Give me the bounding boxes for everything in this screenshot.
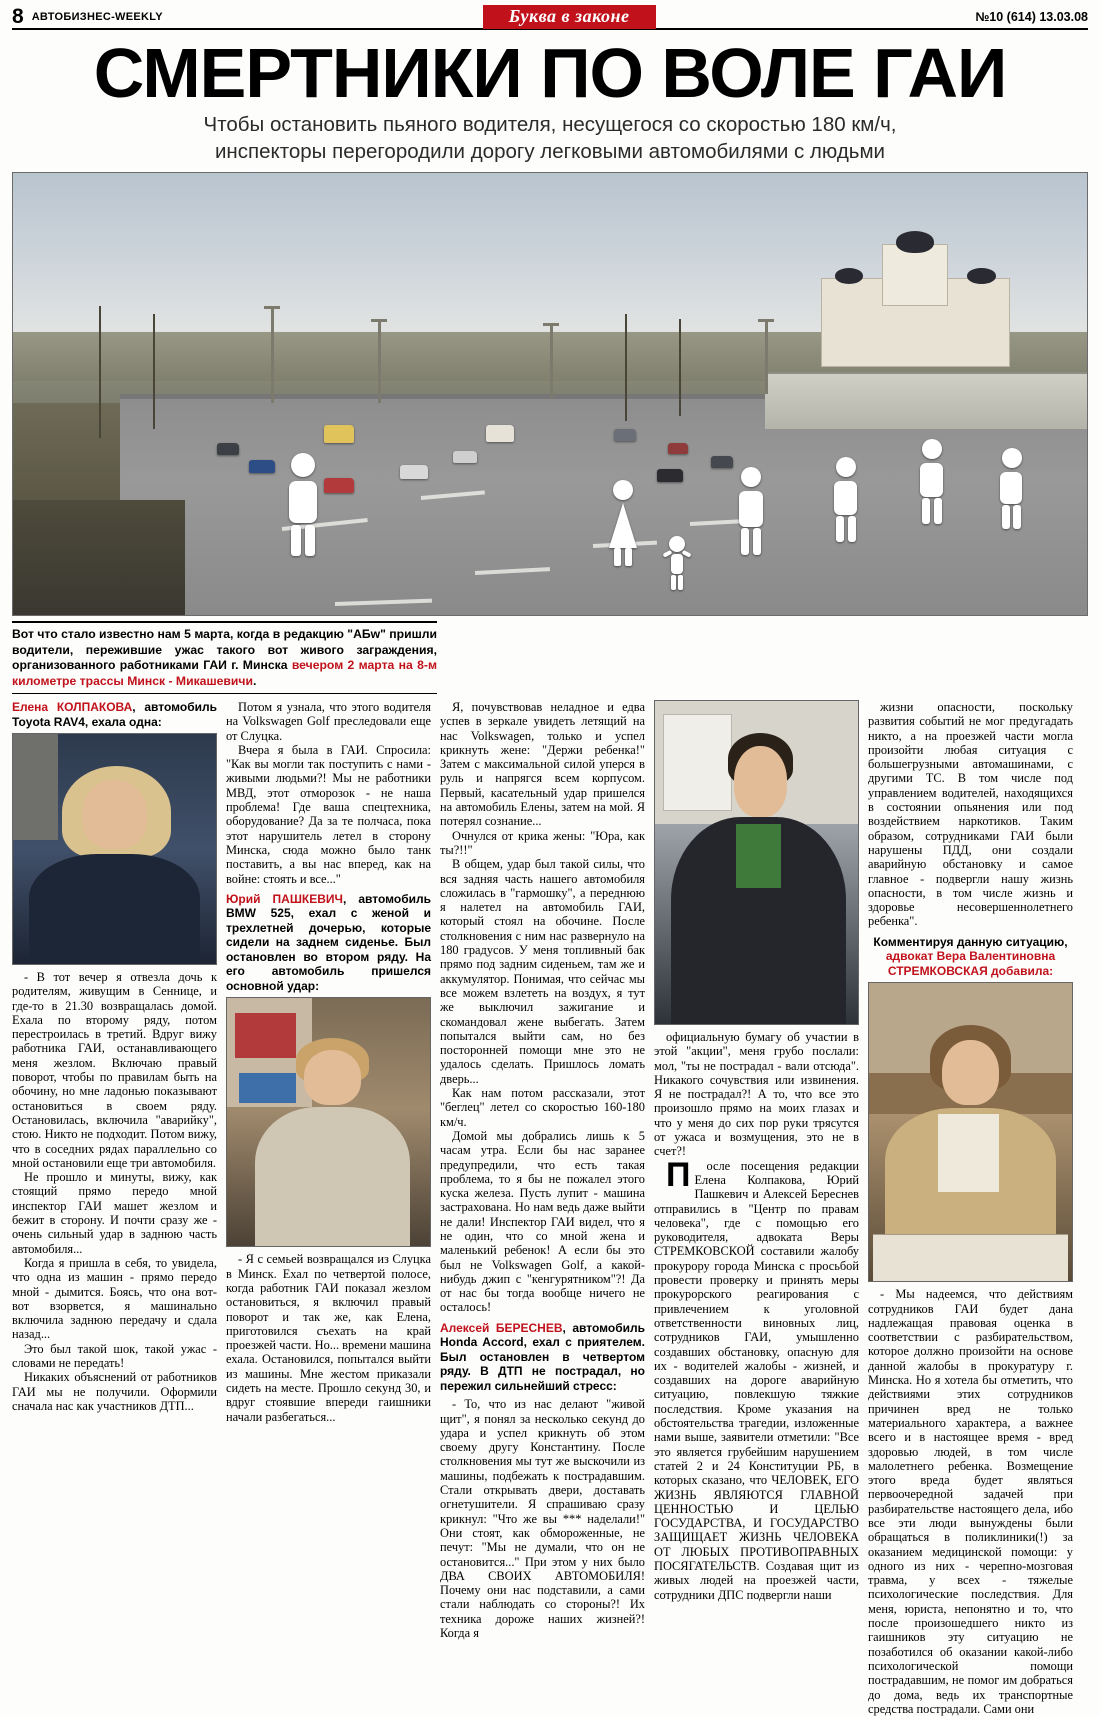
car [711,456,733,468]
column-3 [440,700,645,1641]
tree [99,306,101,439]
lede-part-1: Вот что стало известно нам 5 марта, когда в редакцию "АБw" пришли водители, пережившие ужас такого вот живого заграждения, организованного работниками ГАИ г. Минска [12,627,437,672]
byline-name: Алексей БЕРЕСНЕВ [440,1320,563,1335]
pictogram-adult [733,465,769,555]
photo-elena-kolpakova [12,733,217,965]
column-1 [12,700,217,1413]
lede-highlight: вечером 2 марта на 8-м километре трассы Минск - Микашевичи [12,658,437,688]
car [657,469,683,482]
col1-p1: - В тот вечер я отвезла дочь к родителям, живущим в Сеннице, и где-то в 21.30 возвращалась домой. Ехала по второму ряду, потом перестроилась в третий. Вдруг вижу работника ГАИ, останавливающего меня жезлом. Включаю правый поворот, чтобы по правилам быть на обочину, но мне ладонью показывают остановиться в своем ряду. Остановилась, включила "аварийку", стою. Никто не подходит. Потом вижу, что в соседних рядах параллельно со мной остановили еще три автомобиля. [12,970,217,1170]
lede-paragraph [12,621,437,694]
photo-vera-stremkovskaya [868,982,1073,1282]
col5-p1: жизни опасности, поскольку развития событий не мог предугадать никто, а на проезжей части могла произойти любая ситуация с большегрузными автомашинами, с другими ТС. В том числе под управлением водителей, находящихся в состоянии опьянения или под воздействием наркотиков. Таким образом, сотрудниками ГАИ были нарушены ПДД, они создали аварийную обстановку и самое главное - подвергли нашу жизнь опасности, в том числе жизнь и здоровье несовершеннолетнего ребенка". [868,700,1073,929]
concrete-fence [765,372,1087,429]
byline-detail: , автомобиль Honda Accord, ехал с приятелем. Был остановлен в четвертом ряду. В ДТП не пострадал, но пережил сильнейший стресс: [440,1320,645,1393]
col3-p6: - То, что из нас делают "живой щит", я понял за несколько секунд до удара и успел крикнуть об этом своему другу Константину. После столкновения мы тут же выскочили из машины, подбежать к пострадавшим. Стали открывать двери, доставать огнетушители. Я спрашиваю сразу крикнул: "Что же вы *** наделали!" Они стоят, как обмороженные, не печут: "Мы не думали, что он не остановится..." При этом у них было ДВА СВОИХ АВТОМОБИЛЯ! Почему они нас подставили, а сами стали наблюдать со стороны?! Их техника дороже наших жизней?! Когда я [440,1397,645,1641]
subhead-line-1: Чтобы остановить пьяного водителя, несущегося со скоростью 180 км/ч, [203,113,897,136]
tree [625,314,627,420]
column-4 [654,700,859,1602]
car [668,443,688,454]
car [400,465,428,479]
tree [679,319,681,416]
publication-name: АВТОБИЗНЕС-WEEKLY [31,11,163,23]
col4-p2-text: осле посещения редакции Елена Колпакова, Юрий Пашкевич и Алексей Береснев отправились в "Центр по правам человека", где с помощью его руководителя, адвоката Веры СТРЕМКОВСКОЙ составили жалобу прокурору города Минска с просьбой провести проверку и принять меры прокурорского реагирования с привлечением к уголовной ответственности виновных лиц, сотрудников ГАИ, умышленно создавших обстановку, опасную для их - водителей жалобы - жизней, и создавших на дороге аварийную ситуацию, повлекшую тяжкие последствия. Кроме указания на обстоятельства трагедии, изложенные нами выше, заявители отметили: "Все это является грубейшим нарушением статей 2 и 24 Конституции РБ, в которых сказано, что ЧЕЛОВЕК, ЕГО ЖИЗНЬ ЯВЛЯЮТСЯ ГЛАВНОЙ ЦЕННОСТЬЮ И ЦЕЛЬЮ ГОСУДАРСТВА, И ГОСУДАРСТВО ЗАЩИЩАЕТ ЖИЗНЬ ЧЕЛОВЕКА ОТ ЛЮБЫХ ПРОТИВОПРАВНЫХ ПОСЯГАТЕЛЬСТВ. Создавая щит из живых людей на проезжей части, сотрудники ДПС подвергли наши [654,1158,859,1602]
col2-p2: Вчера я была в ГАИ. Спросила: "Как вы могли так поступить с нами - живыми людьми?! Мы не работники МВД, этот отморозок - не наша проблема! Где ваша спецтехника, оборудование? Да за те полчаса, пока этот нарушитель летел в сторону Минска, сюда можно было танк поставить, а вы нас вперед, как на войне: стоять и все..." [226,742,431,886]
lamp-post-icon [378,319,381,403]
column-5 [868,700,1073,1716]
byline-name: Елена КОЛПАКОВА [12,700,133,714]
church-building [797,213,1033,368]
byline-detail: , автомобиль Toyota RAV4, ехала одна: [12,700,217,729]
byline-intro: Комментируя данную ситуацию, [873,934,1068,949]
col3-p5: Домой мы добрались лишь к 5 часам утра. Если бы нас заранее предупредили, что есть такая проблема, то я бы не пожалел этого куска железа. Пусть лупит - машина застрахована. Но нам ведь даже выйти не дали! Инспектор ГАИ видел, что я не один, что со мной жена и маленький ребенок! А если бы это был не Volkswagen Golf, а какой-нибудь джип с "кенгурятником"?! Да от нас бы тогда вообще ничего не осталось! [440,1128,645,1315]
byline-elena [12,700,217,729]
foreground-embankment [13,500,185,615]
pictogram-adult [996,447,1028,529]
column-2 [226,700,431,1424]
byline-vera [868,935,1073,979]
col1-p3: Когда я пришла в себя, то увидела, что одна из машин - прямо передо мной - дымится. Боясь, что она вот-вот взорвется, я машинально включила заднюю передачу и сдала назад... [12,1255,217,1342]
col2-p3: - Я с семьей возвращался из Слуцка в Минск. Ехал по четвертой полосе, когда работник ГАИ показал жезлом остановиться, я включил правый поворот и так же, как Елена, приготовился съехать на край проезжей части. Но... времени машина ехала. Остановился, попытался выйти из машины. Мне жестом приказали сидеть на месте. Прошло секунд 30, и вдруг стоявшие впереди гаишники начали разбегаться... [226,1252,431,1424]
rubric-badge: Буква в законе [483,5,656,29]
pictogram-adult [829,456,863,542]
col3-p1: Я, почувствовав неладное и едва успев в зеркале увидеть летящий на нас Volkswagen, только и успел крикнуть жене: "Держи ребенка!" Затем с максимальной силой уперся в руль и напрягся всем корпусом. Первый, касательный удар пришелся на автомобиль Елены, затем на мой. Я потерял сознание... [440,700,645,829]
truck [486,425,514,442]
car [453,451,477,463]
issue-info: №10 (614) 13.03.08 [975,10,1088,24]
page-title: СМЕРТНИКИ ПО ВОЛЕ ГАИ [93,34,1007,112]
byline-detail: , автомобиль BMW 525, ехал с женой и трехлетней дочерью, которые сидели на заднем сиденье. Был остановлен во втором ряду. На его автомобиль пришелся основной удар: [226,891,431,993]
col3-p3: В общем, удар был такой силы, что вся задняя часть нашего автомобиля сложилась в "гармошку", а переднюю я налетел на автомобиль ГАИ, который стоял на обочине. После столкновения с ним нас развернуло на 180 градусов. У меня топливный бак прямо под задним сиденьем, там же и аккумулятор. Понимая, что сейчас мы все можем взлететь на воздух, я тут же выключил зажигание и скомандовал жене выбегать. Затем попытался выйти сам, но без посторонней помощи мне это не удалось сделать. Пришлось ломать дверь... [440,857,645,1086]
pictogram-adult [282,451,324,556]
byline-yuriy [226,892,431,994]
lede-part-2: . [252,673,257,688]
page-number: 8 [12,5,24,28]
pictogram-child [663,535,691,590]
byline-name: Юрий ПАШКЕВИЧ [226,891,343,906]
lamp-post-icon [271,306,274,403]
byline-name: адвокат Вера Валентиновна СТРЕМКОВСКАЯ добавила: [885,949,1056,978]
col3-p2: Очнулся от крика жены: "Юра, как ты?!!" [440,828,645,857]
pictogram-adult [915,438,949,524]
col4-p2 [654,1155,859,1602]
photo-aleksey-beresnev [654,700,859,1025]
col1-p5: Никаких объяснений от работников ГАИ мы не получили. Оформили сначала нас как участников ДТП... [12,1370,217,1413]
car [614,429,636,441]
lamp-post-icon [550,323,553,398]
col3-p4: Как нам потом рассказали, этот "беглец" летел со скоростью 160-180 км/ч. [440,1086,645,1129]
photo-yuriy-pashkevich [226,997,431,1247]
car [249,460,275,473]
col1-p2: Не прошло и минуты, вижу, как стоящий прямо передо мной инспектор ГАИ машет жезлом и бежит в сторону. И почти сразу же - очень сильный удар в заднюю часть автомобиля... [12,1170,217,1256]
pictogram-woman [604,478,642,566]
subhead-line-2: инспекторы перегородили дорогу легковыми автомобилями с людьми [214,140,886,163]
masthead [12,5,1088,30]
byline-aleksey [440,1321,645,1394]
tree [153,314,155,429]
article-columns [12,700,1088,1716]
truck [324,425,354,443]
col1-p4: Это был такой шок, такой ужас - словами не передать! [12,1341,217,1371]
drop-cap: П [666,1155,691,1194]
masthead-center [163,5,975,29]
col5-p2: - Мы надеемся, что действиям сотрудников ГАИ будет дана надлежащая правовая оценка в соответствии с разбирательством, которое должно произойти на основе данной жалобы в прокуратуру г. Минска. Но я хотела бы отметить, что действиями этих сотрудников причинен вред не только материального характера, а важнее всего и в настоящее время - вред здоровью людей, в том числе малолетнего ребенка. Возмещение этого вреда будет являться первоочередной задачей при разбирательстве настоящего дела, ибо все эти люди вынуждены были обращаться в поликлиники(!) за оказанием медицинской помощи: у одного из них - черепно-мозговая травма, у всех - тяжелые психологические последствия. Для меня, юриста, непонятно и то, что после произошедшего никто из гаишников эту ситуацию не позаботился об оказании какой-либо психологической помощи пострадавшим, не помог им добраться до дома, ведь их транспортные средства пострадали. Сами они [868,1287,1073,1716]
lamp-post-icon [765,319,768,394]
car [217,443,239,455]
col2-p1: Потом я узнала, что этого водителя на Volkswagen Golf преследовали еще от Слуцка. [226,700,431,743]
main-photo [12,172,1088,616]
car [324,478,354,493]
col4-p1: официальную бумагу об участии в этой "акции", меня грубо послали: мол, "ты не пострадал - вали отсюда". Никакого сочувствия или извинения. Я не пострадал?! А то, что все это произошло прямо на моих глазах и что у меня до сих пор руки трясутся от ужаса и возмущения, это не в счет?! [654,1030,859,1159]
